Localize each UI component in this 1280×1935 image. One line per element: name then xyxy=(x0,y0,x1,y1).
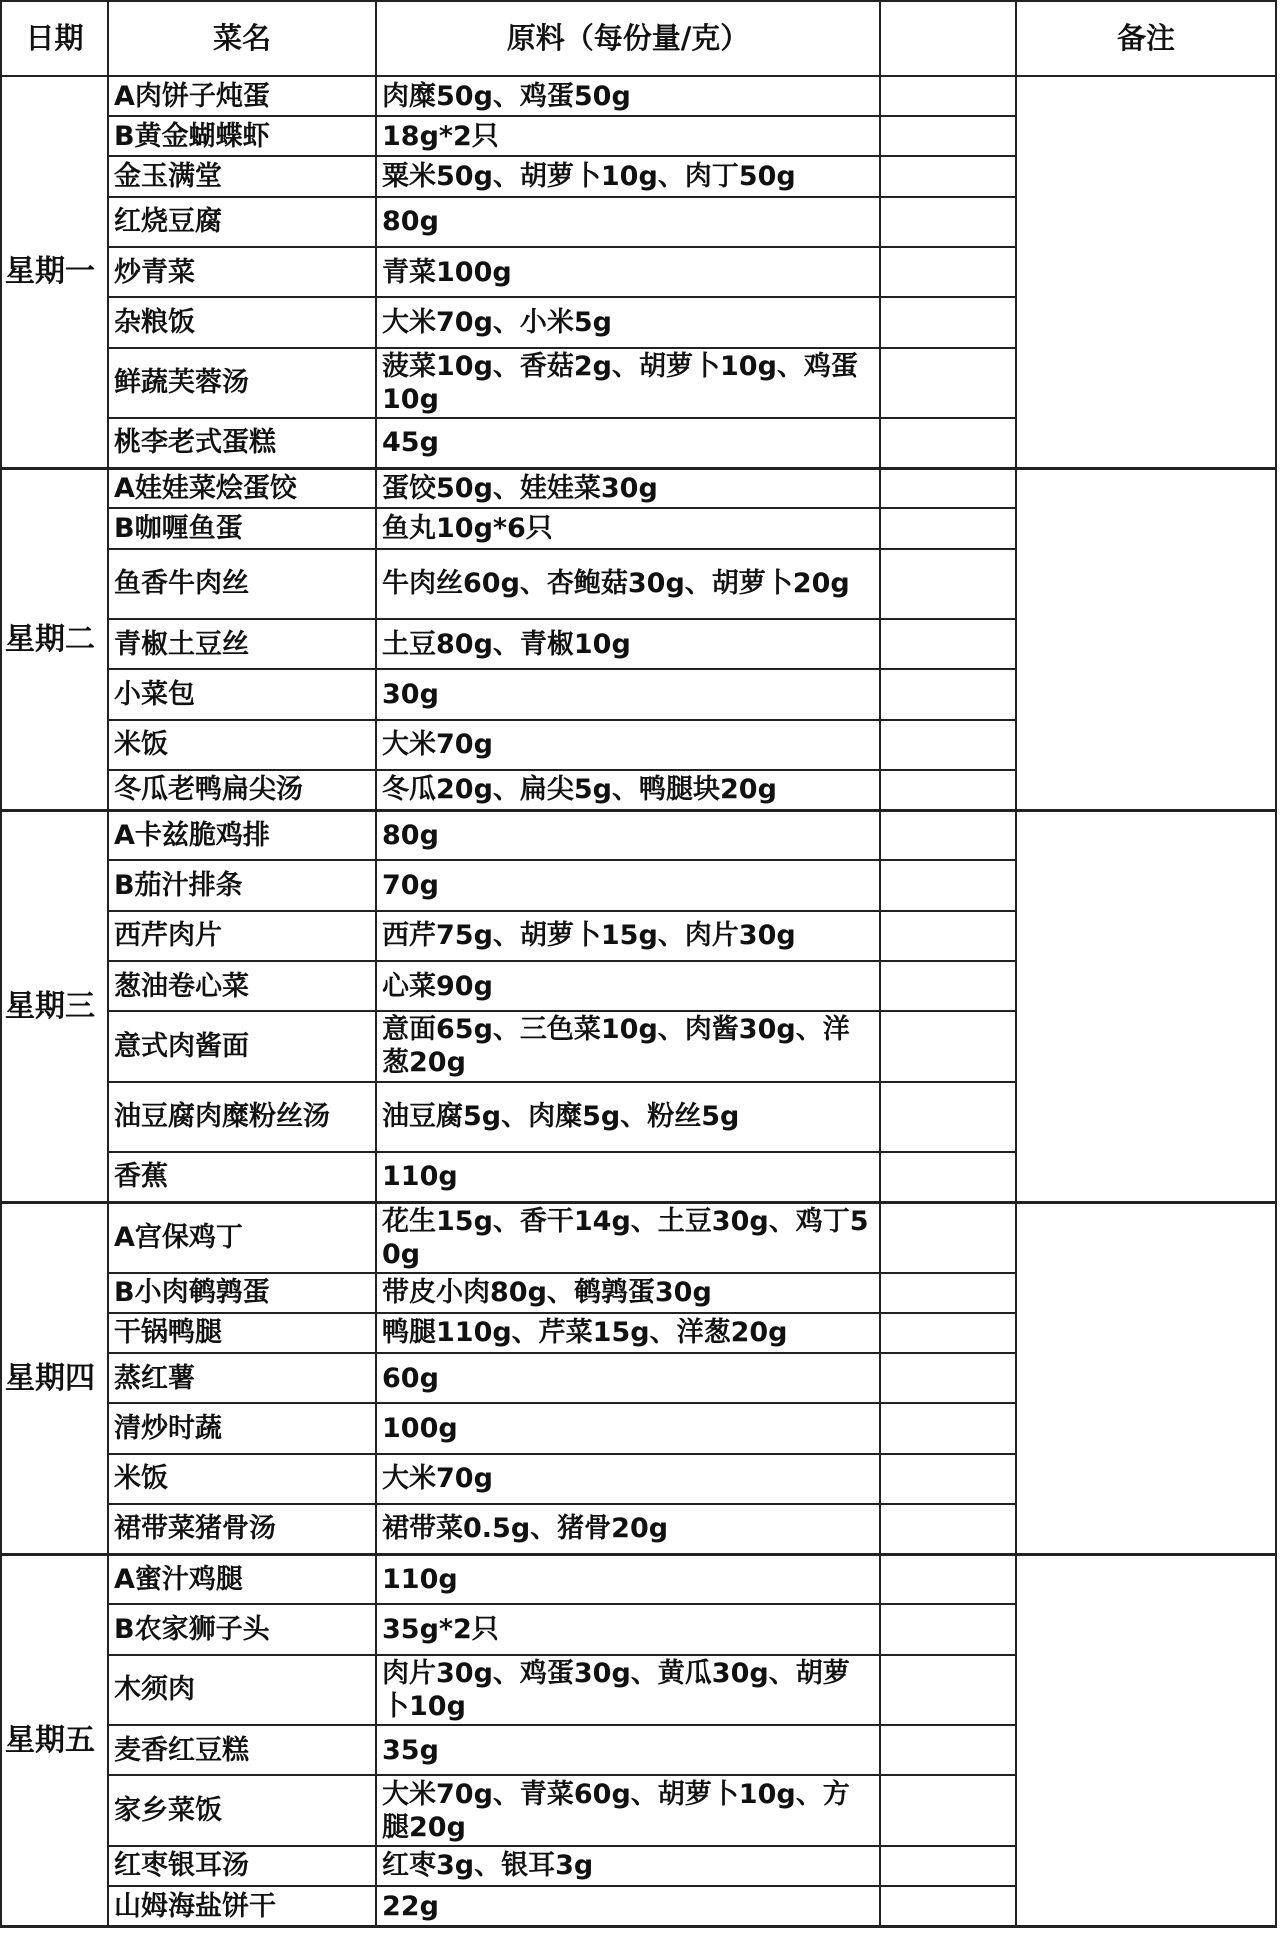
ingredients-cell: 35g*2只 xyxy=(376,1604,880,1654)
blank-cell xyxy=(880,810,1016,860)
blank-cell xyxy=(880,1504,1016,1554)
ingredients-cell: 粟米50g、胡萝卜10g、肉丁50g xyxy=(376,156,880,196)
dish-name: 金玉满堂 xyxy=(108,156,376,196)
blank-cell xyxy=(880,156,1016,196)
table-row xyxy=(1,76,1276,116)
header-note: 备注 xyxy=(1016,1,1276,76)
ingredients-cell: 30g xyxy=(376,669,880,719)
ingredients-cell: 蛋饺50g、娃娃菜30g xyxy=(376,468,880,508)
blank-cell xyxy=(880,116,1016,156)
header-ingredients: 原料（每份量/克） xyxy=(376,1,880,76)
ingredients-cell: 18g*2只 xyxy=(376,116,880,156)
ingredients-cell: 土豆80g、青椒10g xyxy=(376,619,880,669)
dish-name: A娃娃菜烩蛋饺 xyxy=(108,468,376,508)
blank-cell xyxy=(880,549,1016,619)
blank-cell xyxy=(880,1554,1016,1604)
dish-name: 小菜包 xyxy=(108,669,376,719)
ingredients-cell: 裙带菜0.5g、猪骨20g xyxy=(376,1504,880,1554)
blank-cell xyxy=(880,1454,1016,1504)
note-cell xyxy=(1016,1554,1276,1926)
header-blank xyxy=(880,1,1016,76)
dish-name: 红烧豆腐 xyxy=(108,197,376,247)
header-date: 日期 xyxy=(1,1,108,76)
ingredients-cell: 青菜100g xyxy=(376,247,880,297)
menu-body xyxy=(1,76,1276,1927)
ingredients-cell: 110g xyxy=(376,1554,880,1604)
table-row xyxy=(1,1554,1276,1604)
blank-cell xyxy=(880,348,1016,418)
blank-cell xyxy=(880,1655,1016,1725)
ingredients-cell: 红枣3g、银耳3g xyxy=(376,1846,880,1886)
ingredients-cell: 大米70g xyxy=(376,720,880,770)
header-row xyxy=(1,1,1276,76)
ingredients-cell: 花生15g、香干14g、土豆30g、鸡丁50g xyxy=(376,1202,880,1272)
ingredients-cell: 鱼丸10g*6只 xyxy=(376,508,880,548)
ingredients-cell: 22g xyxy=(376,1886,880,1926)
blank-cell xyxy=(880,1846,1016,1886)
note-cell xyxy=(1016,468,1276,810)
blank-cell xyxy=(880,1273,1016,1313)
ingredients-cell: 牛肉丝60g、杏鲍菇30g、胡萝卜20g xyxy=(376,549,880,619)
blank-cell xyxy=(880,1202,1016,1272)
dish-name: 青椒土豆丝 xyxy=(108,619,376,669)
dish-name: 鲜蔬芙蓉汤 xyxy=(108,348,376,418)
table-row xyxy=(1,468,1276,508)
ingredients-cell: 大米70g、小米5g xyxy=(376,297,880,347)
dish-name: 裙带菜猪骨汤 xyxy=(108,1504,376,1554)
ingredients-cell: 35g xyxy=(376,1725,880,1775)
dish-name: 香蕉 xyxy=(108,1152,376,1202)
dish-name: 米饭 xyxy=(108,1454,376,1504)
ingredients-cell: 西芹75g、胡萝卜15g、肉片30g xyxy=(376,911,880,961)
blank-cell xyxy=(880,1152,1016,1202)
ingredients-cell: 大米70g、青菜60g、胡萝卜10g、方腿20g xyxy=(376,1775,880,1845)
blank-cell xyxy=(880,197,1016,247)
dish-name: B黄金蝴蝶虾 xyxy=(108,116,376,156)
dish-name: 干锅鸭腿 xyxy=(108,1313,376,1353)
dish-name: 冬瓜老鸭扁尖汤 xyxy=(108,770,376,810)
ingredients-cell: 80g xyxy=(376,197,880,247)
ingredients-cell: 冬瓜20g、扁尖5g、鸭腿块20g xyxy=(376,770,880,810)
ingredients-cell: 110g xyxy=(376,1152,880,1202)
ingredients-cell: 油豆腐5g、肉糜5g、粉丝5g xyxy=(376,1082,880,1152)
dish-name: 红枣银耳汤 xyxy=(108,1846,376,1886)
note-cell xyxy=(1016,76,1276,468)
blank-cell xyxy=(880,76,1016,116)
ingredients-cell: 带皮小肉80g、鹌鹑蛋30g xyxy=(376,1273,880,1313)
blank-cell xyxy=(880,1082,1016,1152)
dish-name: 炒青菜 xyxy=(108,247,376,297)
day-label: 星期五 xyxy=(1,1554,108,1926)
dish-name: 葱油卷心菜 xyxy=(108,961,376,1011)
dish-name: A卡兹脆鸡排 xyxy=(108,810,376,860)
dish-name: 油豆腐肉糜粉丝汤 xyxy=(108,1082,376,1152)
blank-cell xyxy=(880,770,1016,810)
ingredients-cell: 80g xyxy=(376,810,880,860)
ingredients-cell: 大米70g xyxy=(376,1454,880,1504)
dish-name: A肉饼子炖蛋 xyxy=(108,76,376,116)
table-row xyxy=(1,810,1276,860)
dish-name: 蒸红薯 xyxy=(108,1353,376,1403)
dish-name: 麦香红豆糕 xyxy=(108,1725,376,1775)
dish-name: 山姆海盐饼干 xyxy=(108,1886,376,1926)
ingredients-cell: 60g xyxy=(376,1353,880,1403)
ingredients-cell: 100g xyxy=(376,1403,880,1453)
blank-cell xyxy=(880,1403,1016,1453)
dish-name: B咖喱鱼蛋 xyxy=(108,508,376,548)
blank-cell xyxy=(880,297,1016,347)
day-label: 星期四 xyxy=(1,1202,108,1554)
ingredients-cell: 意面65g、三色菜10g、肉酱30g、洋葱20g xyxy=(376,1011,880,1081)
dish-name: B农家狮子头 xyxy=(108,1604,376,1654)
table-row xyxy=(1,1202,1276,1272)
dish-name: A蜜汁鸡腿 xyxy=(108,1554,376,1604)
blank-cell xyxy=(880,720,1016,770)
dish-name: 木须肉 xyxy=(108,1655,376,1725)
blank-cell xyxy=(880,669,1016,719)
ingredients-cell: 70g xyxy=(376,860,880,910)
ingredients-cell: 鸭腿110g、芹菜15g、洋葱20g xyxy=(376,1313,880,1353)
day-label: 星期一 xyxy=(1,76,108,468)
note-cell xyxy=(1016,810,1276,1202)
dish-name: 西芹肉片 xyxy=(108,911,376,961)
dish-name: B茄汁排条 xyxy=(108,860,376,910)
note-cell xyxy=(1016,1202,1276,1554)
blank-cell xyxy=(880,911,1016,961)
blank-cell xyxy=(880,508,1016,548)
dish-name: 杂粮饭 xyxy=(108,297,376,347)
ingredients-cell: 心菜90g xyxy=(376,961,880,1011)
blank-cell xyxy=(880,418,1016,468)
blank-cell xyxy=(880,1725,1016,1775)
ingredients-cell: 菠菜10g、香菇2g、胡萝卜10g、鸡蛋10g xyxy=(376,348,880,418)
dish-name: 鱼香牛肉丝 xyxy=(108,549,376,619)
blank-cell xyxy=(880,619,1016,669)
ingredients-cell: 肉片30g、鸡蛋30g、黄瓜30g、胡萝卜10g xyxy=(376,1655,880,1725)
blank-cell xyxy=(880,1011,1016,1081)
dish-name: A宫保鸡丁 xyxy=(108,1202,376,1272)
ingredients-cell: 45g xyxy=(376,418,880,468)
blank-cell xyxy=(880,468,1016,508)
dish-name: 桃李老式蛋糕 xyxy=(108,418,376,468)
dish-name: 清炒时蔬 xyxy=(108,1403,376,1453)
blank-cell xyxy=(880,961,1016,1011)
blank-cell xyxy=(880,1886,1016,1926)
header-dish: 菜名 xyxy=(108,1,376,76)
ingredients-cell: 肉糜50g、鸡蛋50g xyxy=(376,76,880,116)
blank-cell xyxy=(880,247,1016,297)
blank-cell xyxy=(880,1604,1016,1654)
blank-cell xyxy=(880,860,1016,910)
blank-cell xyxy=(880,1353,1016,1403)
blank-cell xyxy=(880,1775,1016,1845)
dish-name: 家乡菜饭 xyxy=(108,1775,376,1845)
dish-name: B小肉鹌鹑蛋 xyxy=(108,1273,376,1313)
dish-name: 米饭 xyxy=(108,720,376,770)
blank-cell xyxy=(880,1313,1016,1353)
day-label: 星期二 xyxy=(1,468,108,810)
day-label: 星期三 xyxy=(1,810,108,1202)
dish-name: 意式肉酱面 xyxy=(108,1011,376,1081)
